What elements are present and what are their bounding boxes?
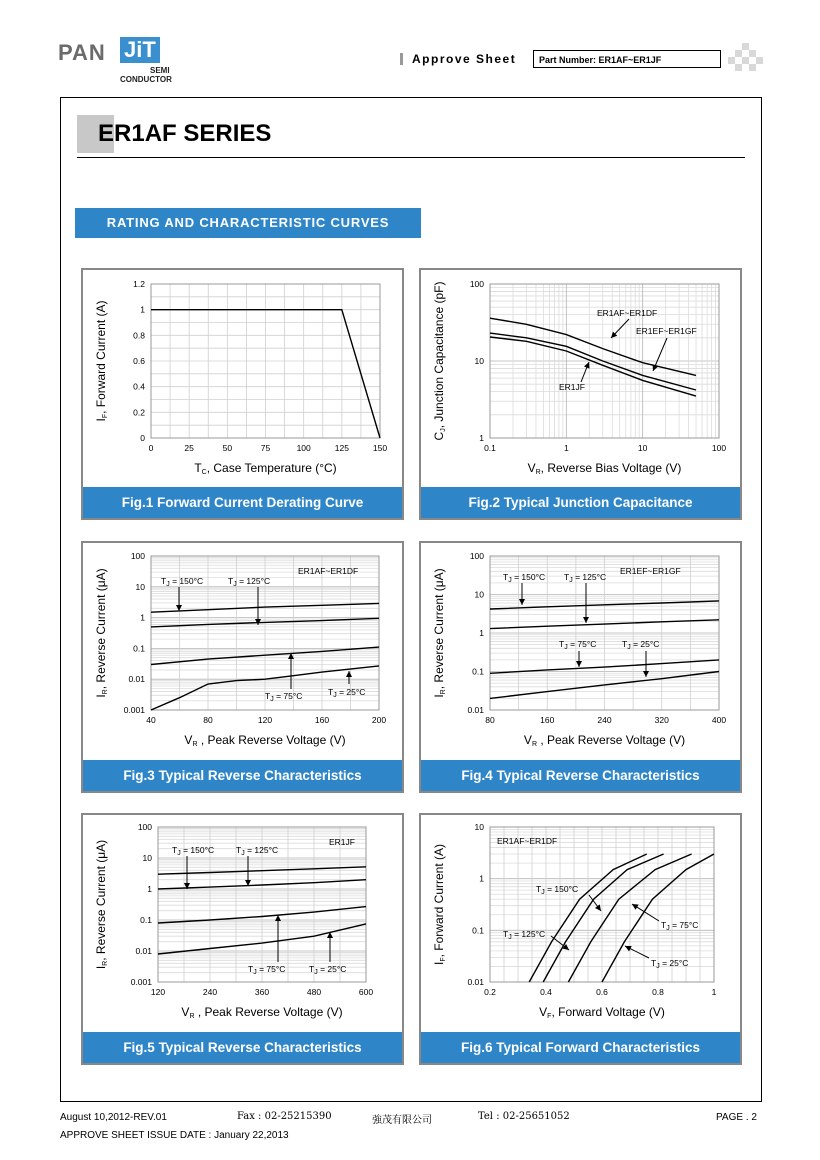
x-tick-label: 160 <box>540 715 555 725</box>
y-axis-label <box>94 301 109 422</box>
label-part: J <box>233 581 237 588</box>
label-part: = 125°C <box>236 576 271 586</box>
series-name-label: ER1JF <box>559 382 585 392</box>
x-tick-label: 125 <box>334 443 349 453</box>
label-part: T <box>564 572 570 582</box>
label-part: T <box>172 845 178 855</box>
label-part: R <box>440 689 447 695</box>
label-part: J <box>166 581 170 588</box>
y-tick-label: 0.1 <box>472 666 484 677</box>
footer-tel: Tel : 02-25651052 <box>478 1111 570 1122</box>
x-tick-label: 240 <box>597 715 612 725</box>
label-part: J <box>177 850 181 857</box>
fig2-chart <box>421 270 740 488</box>
y-tick-label: 10 <box>135 581 145 592</box>
y-tick-label: 0.8 <box>133 330 145 341</box>
label-part: , Junction Capacitance (pF) <box>432 281 446 429</box>
x-tick-label: 0.6 <box>596 987 608 997</box>
logo-pan: PAN <box>58 40 106 65</box>
series-label <box>172 845 214 857</box>
label-part: I <box>432 694 446 698</box>
y-tick-label: 0.001 <box>123 705 145 715</box>
y-tick-label: 100 <box>130 551 145 561</box>
label-part: = 125°C <box>244 845 279 855</box>
x-tick-label: 240 <box>202 987 218 997</box>
label-part: = 150°C <box>511 572 546 582</box>
x-tick-label: 120 <box>257 715 273 725</box>
label-part: = 25°C <box>630 639 660 649</box>
y-tick-label: 0.1 <box>133 643 145 654</box>
y-tick-label: 0.6 <box>133 356 145 366</box>
y-tick-label: 0.01 <box>128 674 145 685</box>
label-part: R <box>102 689 109 695</box>
series-label <box>564 572 606 584</box>
series-label <box>503 572 545 584</box>
label-part: V <box>523 733 532 747</box>
x-axis-label <box>528 461 682 476</box>
y-axis-label <box>432 568 447 697</box>
fig5-panel <box>81 813 404 1065</box>
y-axis-label <box>432 844 447 965</box>
y-tick-label: 1 <box>479 628 484 638</box>
label-part: = 150°C <box>544 884 579 894</box>
arrow-head-icon <box>583 617 589 623</box>
label-part: T <box>309 964 315 974</box>
x-tick-label: 0 <box>148 443 154 453</box>
label-part: R <box>192 741 198 748</box>
label-part: T <box>236 845 242 855</box>
label-part: J <box>253 969 257 976</box>
label-part: R <box>102 960 109 966</box>
fig6-panel <box>419 813 742 1065</box>
series-label <box>265 691 302 703</box>
fig5-chart <box>83 815 402 1033</box>
y-tick-label: 10 <box>142 853 152 863</box>
y-tick-label: 0 <box>140 433 145 443</box>
series-label <box>236 845 278 857</box>
x-tick-label: 0.8 <box>652 987 664 997</box>
x-tick-label: 200 <box>371 715 387 725</box>
x-tick-label: 120 <box>150 987 166 997</box>
label-part: J <box>656 963 660 970</box>
label-part: T <box>559 639 565 649</box>
y-tick-label: 0.001 <box>130 977 152 987</box>
y-tick-label: 1 <box>479 873 484 884</box>
y-axis-label <box>94 840 109 969</box>
x-tick-label: 25 <box>184 443 194 453</box>
series-label <box>309 964 346 976</box>
label-part: T <box>161 576 167 586</box>
y-tick-label: 10 <box>474 356 484 366</box>
label-part: , Forward Voltage (V) <box>551 1005 665 1019</box>
series-label <box>559 639 596 651</box>
y-tick-label: 100 <box>469 279 484 289</box>
label-part: = 25°C <box>659 958 689 968</box>
label-part: J <box>627 644 631 651</box>
label-part: C <box>432 431 446 441</box>
fig6-caption: Fig.6 Typical Forward Characteristics <box>421 1032 740 1063</box>
x-tick-label: 80 <box>485 715 495 725</box>
series-label <box>503 929 545 941</box>
y-axis-label <box>432 282 447 441</box>
y-tick-label: 1 <box>479 433 484 443</box>
label-part: = 125°C <box>511 929 546 939</box>
x-axis-label <box>184 733 345 748</box>
y-tick-label: 1 <box>147 884 152 894</box>
y-tick-label: 10 <box>474 589 484 600</box>
x-tick-label: 100 <box>711 443 727 453</box>
label-part: C <box>201 469 207 476</box>
label-part: V <box>181 1005 190 1019</box>
label-part: = 75°C <box>567 639 597 649</box>
label-part: T <box>651 958 657 968</box>
label-part: J <box>564 644 568 651</box>
label-part: , Peak Reverse Voltage (V) <box>537 733 686 747</box>
label-part: , Case Temperature (°C) <box>206 461 337 475</box>
label-part: , Reverse Current (μA) <box>94 568 108 690</box>
y-tick-label: 0.2 <box>133 407 145 418</box>
label-part: T <box>194 461 202 475</box>
x-tick-label: 400 <box>711 715 727 725</box>
y-axis-label <box>94 568 109 697</box>
y-tick-label: 0.1 <box>472 925 484 936</box>
label-part: T <box>248 964 254 974</box>
arrow-head-icon <box>643 671 649 677</box>
fig4-caption: Fig.4 Typical Reverse Characteristics <box>421 760 740 791</box>
label-part: J <box>508 577 512 584</box>
label-part: T <box>661 920 667 930</box>
fig3-caption: Fig.3 Typical Reverse Characteristics <box>83 760 402 791</box>
y-tick-label: 1 <box>140 304 145 315</box>
label-part: = 75°C <box>273 691 303 701</box>
x-tick-label: 0.2 <box>484 987 496 997</box>
label-part: = 75°C <box>256 964 286 974</box>
part-number-box: Part Number: ER1AF~ER1JF <box>533 50 721 68</box>
x-tick-label: 600 <box>358 987 374 997</box>
x-tick-label: 1 <box>563 443 569 453</box>
arrow-head-icon <box>346 671 352 677</box>
label-part: T <box>265 691 271 701</box>
x-tick-label: 50 <box>222 443 233 453</box>
label-part: = 150°C <box>169 576 204 586</box>
label-part: I <box>432 961 446 965</box>
legend-label: ER1EF~ER1GF <box>620 566 681 576</box>
fig2-caption: Fig.2 Typical Junction Capacitance <box>421 487 740 518</box>
fig1-caption: Fig.1 Forward Current Derating Curve <box>83 487 402 518</box>
label-part: = 25°C <box>317 964 347 974</box>
arrow-head-icon <box>576 661 582 667</box>
x-tick-label: 360 <box>254 987 270 997</box>
label-part: F <box>547 1013 552 1020</box>
footer-page: PAGE . 2 <box>716 1112 757 1123</box>
label-part: T <box>503 929 509 939</box>
footer-issue-date: APPROVE SHEET ISSUE DATE : January 22,2013 <box>60 1130 289 1141</box>
label-part: = 125°C <box>572 572 607 582</box>
label-part: , Forward Current (A) <box>94 300 108 414</box>
fig2-panel <box>419 268 742 520</box>
label-part: = 150°C <box>180 845 215 855</box>
label-part: , Peak Reverse Voltage (V) <box>197 733 346 747</box>
label-part: J <box>508 934 512 941</box>
x-tick-label: 480 <box>306 987 322 997</box>
x-tick-label: 100 <box>296 443 311 453</box>
label-part: V <box>539 1005 548 1019</box>
label-part: , Reverse Current (μA) <box>94 839 108 961</box>
fig3-panel <box>81 541 404 793</box>
fig6-chart <box>421 815 740 1033</box>
label-part: F <box>102 413 109 419</box>
page-title: ER1AF SERIES <box>98 120 272 147</box>
y-tick-label: 1.2 <box>133 279 145 289</box>
label-part: = 75°C <box>669 920 699 930</box>
series-line-2 <box>543 854 663 982</box>
label-part: T <box>503 572 509 582</box>
x-tick-label: 150 <box>372 443 388 453</box>
fig1-panel <box>81 268 404 520</box>
label-part: J <box>270 696 274 703</box>
label-part: T <box>228 576 234 586</box>
label-part: V <box>527 461 536 475</box>
y-tick-label: 0.4 <box>133 381 145 392</box>
fig4-chart <box>421 543 740 761</box>
x-tick-label: 160 <box>314 715 330 725</box>
label-part: J <box>541 889 545 896</box>
x-tick-label: 40 <box>146 715 156 725</box>
y-tick-label: 100 <box>469 551 484 561</box>
section-title: RATING AND CHARACTERISTIC CURVES <box>75 208 421 238</box>
label-part: R <box>189 1013 195 1020</box>
series-label <box>248 964 285 976</box>
series-line-3 <box>490 337 696 396</box>
label-part: , Peak Reverse Voltage (V) <box>194 1005 343 1019</box>
label-part: T <box>622 639 628 649</box>
label-part: , Reverse Current (μA) <box>432 568 446 690</box>
x-tick-label: 0.4 <box>540 987 552 997</box>
y-tick-label: 100 <box>137 822 152 832</box>
x-tick-label: 80 <box>203 715 213 725</box>
y-tick-label: 0.01 <box>135 946 152 956</box>
label-part: F <box>440 957 447 962</box>
arrow-head-icon <box>519 599 525 605</box>
x-tick-label: 1 <box>711 987 717 997</box>
logo-jit: JiT <box>120 37 160 63</box>
label-part: V <box>184 733 193 747</box>
x-axis-label <box>524 733 685 748</box>
x-axis-label <box>539 1005 665 1020</box>
x-axis-label <box>181 1005 342 1020</box>
label-part: J <box>241 850 245 857</box>
label-part: J <box>314 969 318 976</box>
x-axis-label <box>194 461 336 476</box>
logo-conductor: CONDUCTOR <box>120 75 172 84</box>
label-part: I <box>94 418 108 422</box>
series-label <box>651 958 688 970</box>
label-part: I <box>94 694 108 698</box>
legend-label: ER1AF~ER1DF <box>497 836 558 846</box>
x-tick-label: 10 <box>637 443 648 453</box>
label-part: = 25°C <box>336 687 366 697</box>
label-part: , Forward Current (A) <box>432 844 446 958</box>
footer-company: 強茂有限公司 <box>372 1115 432 1126</box>
series-label <box>622 639 659 651</box>
label-part: T <box>536 884 542 894</box>
footer-fax: Fax : 02-25215390 <box>237 1111 332 1122</box>
y-tick-label: 0.01 <box>467 705 484 715</box>
legend-label: ER1JF <box>329 837 355 847</box>
y-tick-label: 10 <box>474 822 484 832</box>
label-part: J <box>440 428 447 432</box>
y-tick-label: 0.1 <box>140 915 152 925</box>
approve-bar <box>400 53 403 65</box>
series-name-label: ER1EF~ER1GF <box>636 326 697 336</box>
y-tick-label: 0.01 <box>467 977 484 987</box>
label-part: R <box>531 741 537 748</box>
y-tick-label: 1 <box>140 612 145 623</box>
fig1-chart <box>83 270 402 488</box>
fig5-caption: Fig.5 Typical Reverse Characteristics <box>83 1032 402 1063</box>
x-tick-label: 75 <box>260 443 271 453</box>
fig3-chart <box>83 543 402 761</box>
label-part: J <box>569 577 573 584</box>
logo-semi: SEMI <box>150 66 170 75</box>
legend-label: ER1AF~ER1DF <box>298 566 359 576</box>
label-part: R <box>535 469 541 476</box>
fig4-panel <box>419 541 742 793</box>
title-rule <box>77 157 745 158</box>
arrow-head-icon <box>632 904 639 910</box>
series-name-label: ER1AF~ER1DF <box>597 308 658 318</box>
x-tick-label: 0.1 <box>484 443 496 453</box>
label-part: I <box>94 965 108 970</box>
approve-sheet-label: Approve Sheet <box>412 52 517 66</box>
label-part: J <box>666 925 670 932</box>
x-tick-label: 320 <box>654 715 669 725</box>
label-part: , Reverse Bias Voltage (V) <box>540 461 682 475</box>
footer-date-rev: August 10,2012-REV.01 <box>60 1112 167 1123</box>
label-part: J <box>333 692 337 699</box>
label-part: T <box>328 687 334 697</box>
